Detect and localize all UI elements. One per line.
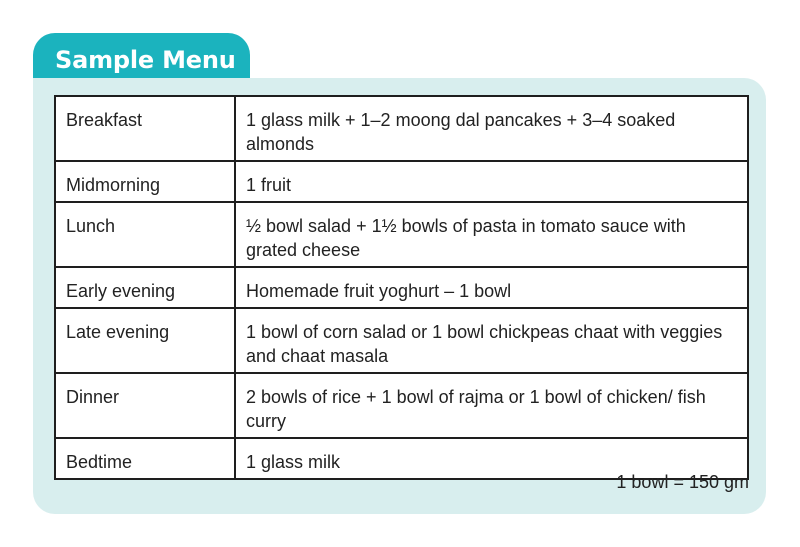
meal-name-cell: Bedtime	[55, 438, 235, 479]
meal-items-cell: ½ bowl salad + 1½ bowls of pasta in tomato sauce with grated cheese	[235, 202, 748, 267]
page-title: Sample Menu	[55, 46, 236, 74]
meal-items-cell: 1 glass milk + 1–2 moong dal pancakes + 3–4 soaked almonds	[235, 96, 748, 161]
meal-items-cell: 1 glass milk	[235, 438, 748, 479]
table-row	[55, 267, 748, 308]
meal-items-cell: 2 bowls of rice + 1 bowl of rajma or 1 bowl of chicken/ fish curry	[235, 373, 748, 438]
meal-name-cell: Late evening	[55, 308, 235, 373]
table-row	[55, 161, 748, 202]
menu-table	[54, 95, 749, 480]
meal-items-cell: 1 bowl of corn salad or 1 bowl chickpeas chaat with veggies and chaat masala	[235, 308, 748, 373]
table-row	[55, 96, 748, 161]
meal-name-cell: Early evening	[55, 267, 235, 308]
table-row	[55, 373, 748, 438]
meal-name-cell: Lunch	[55, 202, 235, 267]
serving-size-note: 1 bowl = 150 gm	[616, 472, 749, 492]
meal-name-cell: Dinner	[55, 373, 235, 438]
meal-items-cell: 1 fruit	[235, 161, 748, 202]
meal-items-cell: Homemade fruit yoghurt – 1 bowl	[235, 267, 748, 308]
meal-name-cell: Midmorning	[55, 161, 235, 202]
table-row	[55, 308, 748, 373]
meal-name-cell: Breakfast	[55, 96, 235, 161]
table-row	[55, 202, 748, 267]
